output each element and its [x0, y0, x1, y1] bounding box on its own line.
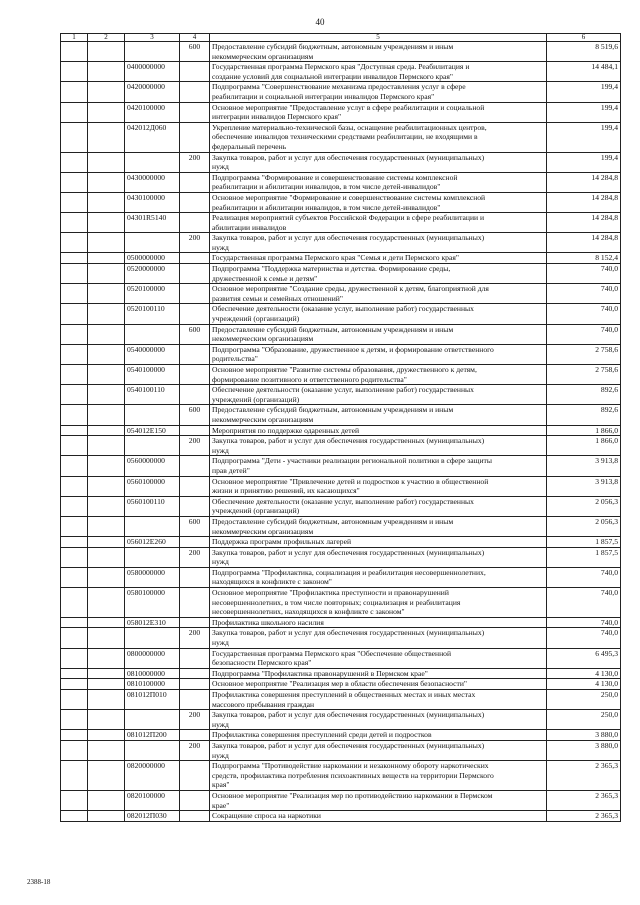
- item-name-cell: Основное мероприятие "Предоставление услуг в сфере реабилитации и социальной интеграции инвалидов Пермского края": [210, 102, 547, 122]
- item-name-cell: Подпрограмма "Совершенствование механизма предоставления услуг в сфере реабилитации и социальной интеграции инвалидов Пермского края": [210, 82, 547, 102]
- target-item-code-cell: [125, 436, 180, 456]
- target-item-code-cell: 0430000000: [125, 172, 180, 192]
- expense-type-code-cell: [180, 253, 210, 264]
- expense-type-code-cell: [180, 102, 210, 122]
- item-name-cell: Закупка товаров, работ и услуг для обеспечения государственных (муниципальных) нужд: [210, 436, 547, 456]
- expense-type-code-cell: [180, 284, 210, 304]
- expense-type-code-cell: 200: [180, 628, 210, 648]
- table-row: [61, 405, 621, 425]
- target-item-code-cell: [125, 42, 180, 62]
- amount-cell: 2 365,3: [547, 811, 621, 822]
- amount-cell: 4 130,0: [547, 679, 621, 690]
- target-item-code-cell: 042012Д060: [125, 122, 180, 152]
- target-item-code-cell: 0420100000: [125, 102, 180, 122]
- cell-col1: [61, 82, 88, 102]
- amount-cell: 740,0: [547, 588, 621, 618]
- expense-type-code-cell: [180, 790, 210, 810]
- cell-col2: [88, 547, 125, 567]
- amount-cell: 250,0: [547, 710, 621, 730]
- cell-col1: [61, 436, 88, 456]
- expense-type-code-cell: 200: [180, 152, 210, 172]
- expense-type-code-cell: [180, 679, 210, 690]
- target-item-code-cell: 0560100000: [125, 476, 180, 496]
- table-row: [61, 122, 621, 152]
- cell-col1: [61, 425, 88, 436]
- cell-col2: [88, 42, 125, 62]
- amount-cell: 740,0: [547, 567, 621, 587]
- item-name-cell: Государственная программа Пермского края "Обеспечение общественной безопасности Пермского края": [210, 648, 547, 668]
- target-item-code-cell: [125, 233, 180, 253]
- table-row: [61, 537, 621, 548]
- item-name-cell: Мероприятия по поддержке одаренных детей: [210, 425, 547, 436]
- amount-cell: 1 866,0: [547, 436, 621, 456]
- expense-type-code-cell: [180, 385, 210, 405]
- amount-cell: 892,6: [547, 405, 621, 425]
- cell-col2: [88, 740, 125, 760]
- item-name-cell: Государственная программа Пермского края "Доступная среда. Реабилитация и создание условий для социальной интеграции инвалидов Пермского края": [210, 62, 547, 82]
- amount-cell: 3 913,8: [547, 476, 621, 496]
- item-name-cell: Реализация мероприятий субъектов Российской Федерации в сфере реабилитации и абилитации инвалидов: [210, 213, 547, 233]
- amount-cell: 199,4: [547, 102, 621, 122]
- item-name-cell: Сокращение спроса на наркотики: [210, 811, 547, 822]
- cell-col1: [61, 102, 88, 122]
- target-item-code-cell: [125, 324, 180, 344]
- cell-col2: [88, 365, 125, 385]
- expense-type-code-cell: [180, 476, 210, 496]
- target-item-code-cell: 0430100000: [125, 192, 180, 212]
- item-name-cell: Основное мероприятие "Реализация мер по противодействию наркомании в Пермском крае": [210, 790, 547, 810]
- expense-type-code-cell: [180, 365, 210, 385]
- expense-type-code-cell: [180, 82, 210, 102]
- item-name-cell: Основное мероприятие "Привлечение детей и подростков к участию в общественной жизни и принятию решений, их касающихся": [210, 476, 547, 496]
- item-name-cell: Обеспечение деятельности (оказание услуг, выполнение работ) государственных учреждений (организаций): [210, 304, 547, 324]
- amount-cell: 199,4: [547, 152, 621, 172]
- expense-type-code-cell: [180, 567, 210, 587]
- table-header-row: [61, 34, 621, 42]
- expense-type-code-cell: 600: [180, 42, 210, 62]
- cell-col1: [61, 690, 88, 710]
- item-name-cell: Укрепление материально-технической базы, оснащение реабилитационных центров, обеспечение инвалидов техническими средствами реабилитации, не входящими в федеральный перечень: [210, 122, 547, 152]
- cell-col2: [88, 344, 125, 364]
- document-code: 2388-18: [27, 878, 51, 886]
- cell-col2: [88, 761, 125, 791]
- target-item-code-cell: 0810000000: [125, 668, 180, 679]
- item-name-cell: Основное мероприятие "Создание среды, дружественной к детям, благоприятной для развития семьи и семейных отношений": [210, 284, 547, 304]
- target-item-code-cell: 0520100000: [125, 284, 180, 304]
- amount-cell: 14 284,8: [547, 213, 621, 233]
- column-header-2: 2: [88, 34, 125, 42]
- expense-type-code-cell: [180, 425, 210, 436]
- cell-col1: [61, 213, 88, 233]
- cell-col1: [61, 456, 88, 476]
- cell-col1: [61, 172, 88, 192]
- target-item-code-cell: 0560100110: [125, 496, 180, 516]
- cell-col2: [88, 790, 125, 810]
- target-item-code-cell: 081012П200: [125, 730, 180, 741]
- cell-col1: [61, 740, 88, 760]
- target-item-code-cell: 0500000000: [125, 253, 180, 264]
- expense-type-code-cell: [180, 122, 210, 152]
- amount-cell: 4 130,0: [547, 668, 621, 679]
- table-row: [61, 102, 621, 122]
- expense-type-code-cell: [180, 617, 210, 628]
- cell-col1: [61, 122, 88, 152]
- table-row: [61, 628, 621, 648]
- item-name-cell: Закупка товаров, работ и услуг для обеспечения государственных (муниципальных) нужд: [210, 628, 547, 648]
- cell-col2: [88, 122, 125, 152]
- cell-col1: [61, 496, 88, 516]
- cell-col2: [88, 567, 125, 587]
- expense-type-code-cell: 200: [180, 547, 210, 567]
- expense-type-code-cell: [180, 264, 210, 284]
- cell-col1: [61, 264, 88, 284]
- amount-cell: 1 866,0: [547, 425, 621, 436]
- item-name-cell: Профилактика совершения преступлений в общественных местах и иных местах массового пребывания граждан: [210, 690, 547, 710]
- table-row: [61, 213, 621, 233]
- amount-cell: 250,0: [547, 690, 621, 710]
- expense-type-code-cell: 200: [180, 710, 210, 730]
- item-name-cell: Поддержка программ профильных лагерей: [210, 537, 547, 548]
- cell-col2: [88, 172, 125, 192]
- cell-col1: [61, 730, 88, 741]
- table-row: [61, 730, 621, 741]
- cell-col2: [88, 617, 125, 628]
- cell-col2: [88, 496, 125, 516]
- cell-col1: [61, 648, 88, 668]
- expense-type-code-cell: [180, 588, 210, 618]
- cell-col2: [88, 152, 125, 172]
- cell-col1: [61, 152, 88, 172]
- amount-cell: 3 880,0: [547, 740, 621, 760]
- cell-col1: [61, 476, 88, 496]
- cell-col1: [61, 405, 88, 425]
- cell-col2: [88, 304, 125, 324]
- table-row: [61, 233, 621, 253]
- amount-cell: 740,0: [547, 304, 621, 324]
- cell-col1: [61, 567, 88, 587]
- expense-type-code-cell: [180, 456, 210, 476]
- table-row: [61, 740, 621, 760]
- table-row: [61, 547, 621, 567]
- table-row: [61, 253, 621, 264]
- cell-col1: [61, 628, 88, 648]
- item-name-cell: Обеспечение деятельности (оказание услуг, выполнение работ) государственных учреждений (организаций): [210, 496, 547, 516]
- cell-col2: [88, 425, 125, 436]
- cell-col1: [61, 253, 88, 264]
- amount-cell: 1 857,5: [547, 547, 621, 567]
- item-name-cell: Государственная программа Пермского края "Семья и дети Пермского края": [210, 253, 547, 264]
- item-name-cell: Основное мероприятие "Формирование и совершенствование системы комплексной реабилитации и абилитации инвалидов, в том числе детей-инвалидов": [210, 192, 547, 212]
- cell-col2: [88, 476, 125, 496]
- table-row: [61, 690, 621, 710]
- cell-col2: [88, 233, 125, 253]
- amount-cell: 3 880,0: [547, 730, 621, 741]
- cell-col2: [88, 253, 125, 264]
- expense-type-code-cell: [180, 730, 210, 741]
- table-row: [61, 567, 621, 587]
- expense-type-code-cell: 600: [180, 324, 210, 344]
- expense-type-code-cell: [180, 192, 210, 212]
- item-name-cell: Подпрограмма "Профилактика, социализация и реабилитация несовершеннолетних, находящихся в конфликте с законом": [210, 567, 547, 587]
- cell-col2: [88, 264, 125, 284]
- expense-type-code-cell: 200: [180, 740, 210, 760]
- item-name-cell: Предоставление субсидий бюджетным, автономным учреждениям и иным некоммерческим организациям: [210, 324, 547, 344]
- column-header-4: 4: [180, 34, 210, 42]
- expense-type-code-cell: [180, 213, 210, 233]
- table-row: [61, 588, 621, 618]
- target-item-code-cell: 056012Е260: [125, 537, 180, 548]
- cell-col1: [61, 233, 88, 253]
- amount-cell: 740,0: [547, 264, 621, 284]
- cell-col1: [61, 668, 88, 679]
- target-item-code-cell: [125, 405, 180, 425]
- item-name-cell: Подпрограмма "Противодействие наркомании и незаконному обороту наркотических средств, профилактика потребления психоактивных веществ на территории Пермского края": [210, 761, 547, 791]
- cell-col2: [88, 690, 125, 710]
- table-row: [61, 425, 621, 436]
- cell-col1: [61, 284, 88, 304]
- expense-type-code-cell: 600: [180, 516, 210, 536]
- cell-col2: [88, 405, 125, 425]
- target-item-code-cell: 0400000000: [125, 62, 180, 82]
- cell-col1: [61, 617, 88, 628]
- table-row: [61, 284, 621, 304]
- expense-type-code-cell: [180, 304, 210, 324]
- cell-col2: [88, 648, 125, 668]
- amount-cell: 8 519,6: [547, 42, 621, 62]
- item-name-cell: Закупка товаров, работ и услуг для обеспечения государственных (муниципальных) нужд: [210, 547, 547, 567]
- table-row: [61, 344, 621, 364]
- cell-col2: [88, 710, 125, 730]
- item-name-cell: Подпрограмма "Профилактика правонарушений в Пермском крае": [210, 668, 547, 679]
- item-name-cell: Закупка товаров, работ и услуг для обеспечения государственных (муниципальных) нужд: [210, 740, 547, 760]
- cell-col1: [61, 192, 88, 212]
- expense-type-code-cell: [180, 811, 210, 822]
- item-name-cell: Обеспечение деятельности (оказание услуг, выполнение работ) государственных учреждений (организаций): [210, 385, 547, 405]
- table-row: [61, 710, 621, 730]
- cell-col1: [61, 385, 88, 405]
- amount-cell: 2 365,3: [547, 790, 621, 810]
- cell-col2: [88, 82, 125, 102]
- cell-col1: [61, 516, 88, 536]
- cell-col2: [88, 516, 125, 536]
- amount-cell: 740,0: [547, 284, 621, 304]
- table-row: [61, 304, 621, 324]
- expense-type-code-cell: 200: [180, 233, 210, 253]
- cell-col2: [88, 628, 125, 648]
- target-item-code-cell: 0800000000: [125, 648, 180, 668]
- target-item-code-cell: 0540100110: [125, 385, 180, 405]
- item-name-cell: Профилактика школьного насилия: [210, 617, 547, 628]
- cell-col2: [88, 324, 125, 344]
- target-item-code-cell: 0820000000: [125, 761, 180, 791]
- column-header-5: 5: [210, 34, 547, 42]
- cell-col2: [88, 588, 125, 618]
- amount-cell: 740,0: [547, 617, 621, 628]
- item-name-cell: Основное мероприятие "Профилактика преступности и правонарушений несовершеннолетних, в том числе повторных; социализация и реабилитация несовершеннолетних, находящихся в конфликте с законом": [210, 588, 547, 618]
- table-row: [61, 456, 621, 476]
- table-row: [61, 679, 621, 690]
- target-item-code-cell: 0560000000: [125, 456, 180, 476]
- target-item-code-cell: 058012Е310: [125, 617, 180, 628]
- amount-cell: 14 284,8: [547, 192, 621, 212]
- target-item-code-cell: 0420000000: [125, 82, 180, 102]
- amount-cell: 8 152,4: [547, 253, 621, 264]
- target-item-code-cell: 0810100000: [125, 679, 180, 690]
- target-item-code-cell: 054012Е150: [125, 425, 180, 436]
- target-item-code-cell: 0820100000: [125, 790, 180, 810]
- amount-cell: 3 913,8: [547, 456, 621, 476]
- cell-col2: [88, 456, 125, 476]
- table-row: [61, 790, 621, 810]
- item-name-cell: Закупка товаров, работ и услуг для обеспечения государственных (муниципальных) нужд: [210, 233, 547, 253]
- target-item-code-cell: 0520000000: [125, 264, 180, 284]
- column-header-3: 3: [125, 34, 180, 42]
- cell-col2: [88, 385, 125, 405]
- cell-col2: [88, 730, 125, 741]
- expense-type-code-cell: [180, 496, 210, 516]
- amount-cell: 2 056,3: [547, 496, 621, 516]
- cell-col1: [61, 588, 88, 618]
- table-row: [61, 62, 621, 82]
- amount-cell: 14 284,8: [547, 172, 621, 192]
- target-item-code-cell: 082012П030: [125, 811, 180, 822]
- table-row: [61, 496, 621, 516]
- table-row: [61, 172, 621, 192]
- expense-type-code-cell: [180, 648, 210, 668]
- amount-cell: 892,6: [547, 385, 621, 405]
- cell-col1: [61, 547, 88, 567]
- cell-col1: [61, 304, 88, 324]
- expense-type-code-cell: 600: [180, 405, 210, 425]
- cell-col1: [61, 761, 88, 791]
- column-header-1: 1: [61, 34, 88, 42]
- amount-cell: 740,0: [547, 324, 621, 344]
- cell-col1: [61, 62, 88, 82]
- cell-col2: [88, 284, 125, 304]
- column-header-6: 6: [547, 34, 621, 42]
- expense-type-code-cell: [180, 668, 210, 679]
- target-item-code-cell: 04301R5140: [125, 213, 180, 233]
- item-name-cell: Закупка товаров, работ и услуг для обеспечения государственных (муниципальных) нужд: [210, 710, 547, 730]
- cell-col2: [88, 811, 125, 822]
- table-row: [61, 192, 621, 212]
- cell-col2: [88, 679, 125, 690]
- item-name-cell: Предоставление субсидий бюджетным, автономным учреждениям и иным некоммерческим организациям: [210, 405, 547, 425]
- cell-col2: [88, 102, 125, 122]
- cell-col2: [88, 537, 125, 548]
- amount-cell: 740,0: [547, 628, 621, 648]
- item-name-cell: Подпрограмма "Дети - участники реализации региональной политики в сфере защиты прав детей": [210, 456, 547, 476]
- amount-cell: 2 758,6: [547, 365, 621, 385]
- table-row: [61, 668, 621, 679]
- table-row: [61, 476, 621, 496]
- table-row: [61, 811, 621, 822]
- cell-col1: [61, 365, 88, 385]
- table-row: [61, 152, 621, 172]
- target-item-code-cell: 0520100110: [125, 304, 180, 324]
- item-name-cell: Предоставление субсидий бюджетным, автономным учреждениям и иным некоммерческим организациям: [210, 42, 547, 62]
- expense-type-code-cell: [180, 690, 210, 710]
- item-name-cell: Основное мероприятие "Реализация мер в области обеспечения безопасности": [210, 679, 547, 690]
- target-item-code-cell: [125, 152, 180, 172]
- expense-type-code-cell: [180, 344, 210, 364]
- cell-col2: [88, 213, 125, 233]
- table-row: [61, 516, 621, 536]
- amount-cell: 199,4: [547, 82, 621, 102]
- target-item-code-cell: [125, 547, 180, 567]
- table-row: [61, 82, 621, 102]
- target-item-code-cell: 0540100000: [125, 365, 180, 385]
- cell-col1: [61, 811, 88, 822]
- item-name-cell: Предоставление субсидий бюджетным, автономным учреждениям и иным некоммерческим организациям: [210, 516, 547, 536]
- cell-col1: [61, 344, 88, 364]
- table-row: [61, 436, 621, 456]
- item-name-cell: Подпрограмма "Формирование и совершенствование системы комплексной реабилитации и абилитации инвалидов, в том числе детей-инвалидов": [210, 172, 547, 192]
- page-number: 40: [315, 17, 325, 27]
- item-name-cell: Закупка товаров, работ и услуг для обеспечения государственных (муниципальных) нужд: [210, 152, 547, 172]
- target-item-code-cell: 0540000000: [125, 344, 180, 364]
- table-row: [61, 264, 621, 284]
- table-body: [61, 42, 621, 822]
- expense-type-code-cell: [180, 172, 210, 192]
- budget-table: [60, 33, 621, 822]
- table-row: [61, 617, 621, 628]
- amount-cell: 1 857,5: [547, 537, 621, 548]
- item-name-cell: Профилактика совершения преступлений среди детей и подростков: [210, 730, 547, 741]
- table-row: [61, 385, 621, 405]
- expense-type-code-cell: [180, 761, 210, 791]
- cell-col1: [61, 790, 88, 810]
- item-name-cell: Подпрограмма "Поддержка материнства и детства. Формирование среды, дружественной к семье и детям": [210, 264, 547, 284]
- cell-col1: [61, 537, 88, 548]
- item-name-cell: Подпрограмма "Образование, дружественное к детям, и формирование ответственного родительства": [210, 344, 547, 364]
- amount-cell: 2 056,3: [547, 516, 621, 536]
- amount-cell: 199,4: [547, 122, 621, 152]
- target-item-code-cell: 0580100000: [125, 588, 180, 618]
- expense-type-code-cell: [180, 62, 210, 82]
- target-item-code-cell: [125, 740, 180, 760]
- cell-col1: [61, 324, 88, 344]
- table-row: [61, 42, 621, 62]
- target-item-code-cell: 081012П010: [125, 690, 180, 710]
- cell-col1: [61, 710, 88, 730]
- item-name-cell: Основное мероприятие "Развитие системы образования, дружественного к детям, формирование позитивного и ответственного родительства": [210, 365, 547, 385]
- expense-type-code-cell: [180, 537, 210, 548]
- cell-col1: [61, 42, 88, 62]
- amount-cell: 6 495,3: [547, 648, 621, 668]
- cell-col2: [88, 668, 125, 679]
- cell-col2: [88, 192, 125, 212]
- amount-cell: 2 758,6: [547, 344, 621, 364]
- expense-type-code-cell: 200: [180, 436, 210, 456]
- table-row: [61, 324, 621, 344]
- amount-cell: 14 484,1: [547, 62, 621, 82]
- table-row: [61, 365, 621, 385]
- cell-col2: [88, 62, 125, 82]
- amount-cell: 14 284,8: [547, 233, 621, 253]
- target-item-code-cell: [125, 710, 180, 730]
- table-row: [61, 761, 621, 791]
- cell-col2: [88, 436, 125, 456]
- amount-cell: 2 365,3: [547, 761, 621, 791]
- target-item-code-cell: [125, 628, 180, 648]
- table-row: [61, 648, 621, 668]
- target-item-code-cell: 0580000000: [125, 567, 180, 587]
- cell-col1: [61, 679, 88, 690]
- target-item-code-cell: [125, 516, 180, 536]
